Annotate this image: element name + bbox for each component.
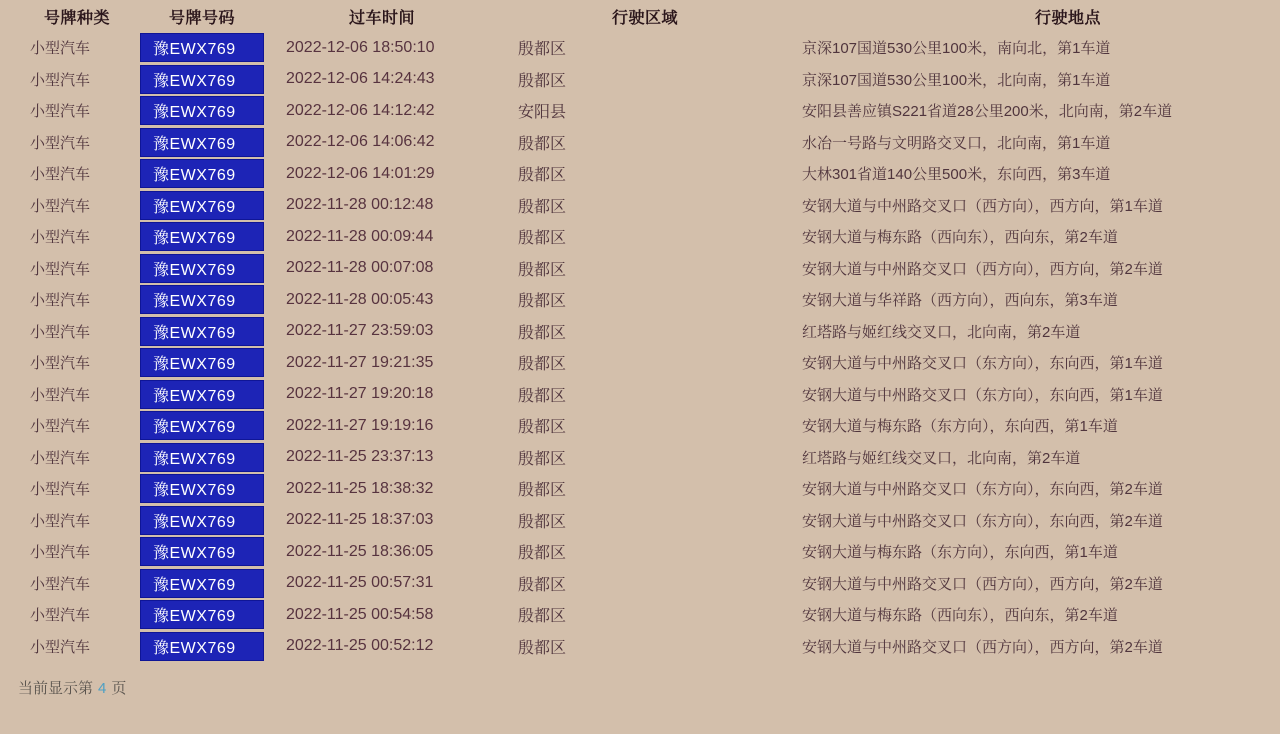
location-cell: 京深107国道530公里100米，南向北，第1车道 — [802, 40, 1111, 58]
table-row — [0, 631, 1280, 663]
plate-number-badge: 豫EWX769 — [140, 191, 264, 220]
pass-time-cell: 2022-11-25 00:54:58 — [286, 605, 434, 623]
plate-number-badge: 豫EWX769 — [140, 411, 264, 440]
plate-number-badge: 豫EWX769 — [140, 254, 264, 283]
header-driving-location: 行驶地点 — [1034, 9, 1101, 27]
pass-time-cell: 2022-11-25 00:52:12 — [286, 637, 434, 655]
vehicle-type-cell: 小型汽车 — [30, 323, 91, 341]
plate-cell — [140, 191, 264, 220]
location-cell: 安钢大道与中州路交叉口（西方向），西方向，第2车道 — [802, 575, 1163, 593]
table-body — [0, 32, 1280, 662]
table-row — [0, 221, 1280, 253]
pass-time-cell: 2022-12-06 14:24:43 — [286, 70, 435, 88]
district-cell: 殷都区 — [518, 513, 567, 531]
vehicle-type-cell: 小型汽车 — [30, 607, 91, 625]
district-cell: 安阳县 — [518, 104, 567, 122]
plate-cell — [140, 380, 264, 409]
plate-cell — [140, 506, 264, 535]
district-cell: 殷都区 — [518, 576, 567, 594]
pass-time-cell: 2022-11-28 00:05:43 — [286, 290, 434, 308]
table-row — [0, 410, 1280, 442]
vehicle-type-cell: 小型汽车 — [30, 386, 91, 404]
pagination-prefix: 当前显示第 — [18, 680, 94, 697]
plate-cell — [140, 443, 264, 472]
vehicle-type-cell: 小型汽车 — [30, 166, 91, 184]
plate-cell — [140, 317, 264, 346]
location-cell: 安钢大道与梅东路（东方向），东向西，第1车道 — [802, 418, 1118, 436]
plate-number-badge: 豫EWX769 — [140, 506, 264, 535]
district-cell: 殷都区 — [518, 135, 567, 153]
location-cell: 安钢大道与中州路交叉口（东方向），东向西，第2车道 — [802, 481, 1163, 499]
plate-number-badge: 豫EWX769 — [140, 600, 264, 629]
table-row — [0, 442, 1280, 474]
table-header-row — [0, 0, 1280, 32]
table-row — [0, 473, 1280, 505]
district-cell: 殷都区 — [518, 261, 567, 279]
vehicle-type-cell: 小型汽车 — [30, 71, 91, 89]
header-pass-time: 过车时间 — [348, 9, 415, 27]
district-cell: 殷都区 — [518, 545, 567, 563]
district-cell: 殷都区 — [518, 608, 567, 626]
vehicle-type-cell: 小型汽车 — [30, 292, 91, 310]
pass-time-cell: 2022-12-06 14:06:42 — [286, 133, 435, 151]
location-cell: 安钢大道与中州路交叉口（东方向），东向西，第2车道 — [802, 512, 1163, 530]
table-row — [0, 158, 1280, 190]
pass-time-cell: 2022-12-06 14:12:42 — [286, 101, 435, 119]
table-row — [0, 253, 1280, 285]
vehicle-type-cell: 小型汽车 — [30, 355, 91, 373]
table-row — [0, 190, 1280, 222]
plate-cell — [140, 537, 264, 566]
plate-cell — [140, 285, 264, 314]
pass-time-cell: 2022-11-27 19:20:18 — [286, 385, 434, 403]
vehicle-type-cell: 小型汽车 — [30, 449, 91, 467]
location-cell: 安阳县善应镇S221省道28公里200米，北向南，第2车道 — [802, 103, 1173, 121]
pass-time-cell: 2022-11-25 00:57:31 — [286, 574, 434, 592]
vehicle-type-cell: 小型汽车 — [30, 575, 91, 593]
plate-number-badge: 豫EWX769 — [140, 285, 264, 314]
location-cell: 水冶一号路与文明路交叉口，北向南，第1车道 — [802, 134, 1111, 152]
district-cell: 殷都区 — [518, 387, 567, 405]
table-row — [0, 599, 1280, 631]
district-cell: 殷都区 — [518, 356, 567, 374]
pass-time-cell: 2022-11-28 00:12:48 — [286, 196, 434, 214]
plate-cell — [140, 65, 264, 94]
plate-number-badge: 豫EWX769 — [140, 474, 264, 503]
plate-number-badge: 豫EWX769 — [140, 632, 264, 661]
plate-cell — [140, 33, 264, 62]
plate-number-badge: 豫EWX769 — [140, 222, 264, 251]
plate-cell — [140, 222, 264, 251]
pass-time-cell: 2022-11-25 18:38:32 — [286, 479, 434, 497]
location-cell: 安钢大道与梅东路（东方向），东向西，第1车道 — [802, 544, 1118, 562]
location-cell: 红塔路与姬红线交叉口，北向南，第2车道 — [802, 449, 1081, 467]
table-row — [0, 379, 1280, 411]
plate-number-badge: 豫EWX769 — [140, 569, 264, 598]
location-cell: 大林301省道140公里500米，东向西，第3车道 — [802, 166, 1111, 184]
vehicle-type-cell: 小型汽车 — [30, 512, 91, 530]
plate-number-badge: 豫EWX769 — [140, 159, 264, 188]
plate-number-badge: 豫EWX769 — [140, 380, 264, 409]
header-plate-number: 号牌号码 — [168, 9, 235, 27]
vehicle-type-cell: 小型汽车 — [30, 40, 91, 58]
pass-time-cell: 2022-11-25 18:36:05 — [286, 542, 434, 560]
location-cell: 安钢大道与梅东路（西向东），西向东，第2车道 — [802, 229, 1118, 247]
table-row — [0, 316, 1280, 348]
vehicle-type-cell: 小型汽车 — [30, 418, 91, 436]
plate-number-badge: 豫EWX769 — [140, 96, 264, 125]
table-row — [0, 284, 1280, 316]
location-cell: 红塔路与姬红线交叉口，北向南，第2车道 — [802, 323, 1081, 341]
district-cell: 殷都区 — [518, 324, 567, 342]
plate-cell — [140, 632, 264, 661]
table-row — [0, 536, 1280, 568]
location-cell: 安钢大道与中州路交叉口（西方向），西方向，第1车道 — [802, 197, 1163, 215]
pagination-status — [18, 677, 126, 698]
district-cell: 殷都区 — [518, 450, 567, 468]
plate-cell — [140, 159, 264, 188]
plate-number-badge: 豫EWX769 — [140, 348, 264, 377]
table-row — [0, 568, 1280, 600]
plate-cell — [140, 569, 264, 598]
pass-time-cell: 2022-11-25 18:37:03 — [286, 511, 434, 529]
vehicle-type-cell: 小型汽车 — [30, 544, 91, 562]
district-cell: 殷都区 — [518, 482, 567, 500]
plate-cell — [140, 474, 264, 503]
vehicle-type-cell: 小型汽车 — [30, 638, 91, 656]
vehicle-type-cell: 小型汽车 — [30, 260, 91, 278]
plate-number-badge: 豫EWX769 — [140, 65, 264, 94]
district-cell: 殷都区 — [518, 72, 567, 90]
plate-cell — [140, 96, 264, 125]
table-row — [0, 347, 1280, 379]
district-cell: 殷都区 — [518, 167, 567, 185]
district-cell: 殷都区 — [518, 639, 567, 657]
table-row — [0, 95, 1280, 127]
current-page-number: 4 — [98, 680, 107, 697]
pass-time-cell: 2022-12-06 18:50:10 — [286, 38, 435, 56]
table-row — [0, 64, 1280, 96]
plate-number-badge: 豫EWX769 — [140, 33, 264, 62]
vehicle-type-cell: 小型汽车 — [30, 134, 91, 152]
location-cell: 安钢大道与华祥路（西方向），西向东，第3车道 — [802, 292, 1118, 310]
pass-time-cell: 2022-11-28 00:09:44 — [286, 227, 434, 245]
location-cell: 安钢大道与中州路交叉口（东方向），东向西，第1车道 — [802, 355, 1163, 373]
district-cell: 殷都区 — [518, 293, 567, 311]
pagination-suffix: 页 — [111, 680, 127, 697]
pass-time-cell: 2022-11-25 23:37:13 — [286, 448, 434, 466]
table-row — [0, 505, 1280, 537]
plate-cell — [140, 411, 264, 440]
vehicle-type-cell: 小型汽车 — [30, 103, 91, 121]
plate-number-badge: 豫EWX769 — [140, 128, 264, 157]
pass-time-cell: 2022-11-27 19:19:16 — [286, 416, 434, 434]
plate-number-badge: 豫EWX769 — [140, 537, 264, 566]
pass-time-cell: 2022-11-27 23:59:03 — [286, 322, 434, 340]
header-driving-area: 行驶区域 — [611, 9, 678, 27]
vehicle-type-cell: 小型汽车 — [30, 229, 91, 247]
vehicle-type-cell: 小型汽车 — [30, 481, 91, 499]
pass-time-cell: 2022-12-06 14:01:29 — [286, 164, 435, 182]
header-plate-type: 号牌种类 — [43, 9, 110, 27]
district-cell: 殷都区 — [518, 198, 567, 216]
pass-time-cell: 2022-11-28 00:07:08 — [286, 259, 434, 277]
location-cell: 安钢大道与梅东路（西向东），西向东，第2车道 — [802, 607, 1118, 625]
district-cell: 殷都区 — [518, 419, 567, 437]
plate-number-badge: 豫EWX769 — [140, 443, 264, 472]
location-cell: 安钢大道与中州路交叉口（西方向），西方向，第2车道 — [802, 260, 1163, 278]
vehicle-type-cell: 小型汽车 — [30, 197, 91, 215]
location-cell: 京深107国道530公里100米，北向南，第1车道 — [802, 71, 1111, 89]
plate-cell — [140, 348, 264, 377]
district-cell: 殷都区 — [518, 41, 567, 59]
plate-number-badge: 豫EWX769 — [140, 317, 264, 346]
plate-cell — [140, 254, 264, 283]
pass-time-cell: 2022-11-27 19:21:35 — [286, 353, 434, 371]
plate-cell — [140, 600, 264, 629]
plate-cell — [140, 128, 264, 157]
location-cell: 安钢大道与中州路交叉口（西方向），西方向，第2车道 — [802, 638, 1163, 656]
location-cell: 安钢大道与中州路交叉口（东方向），东向西，第1车道 — [802, 386, 1163, 404]
district-cell: 殷都区 — [518, 230, 567, 248]
table-row — [0, 127, 1280, 159]
table-row — [0, 32, 1280, 64]
